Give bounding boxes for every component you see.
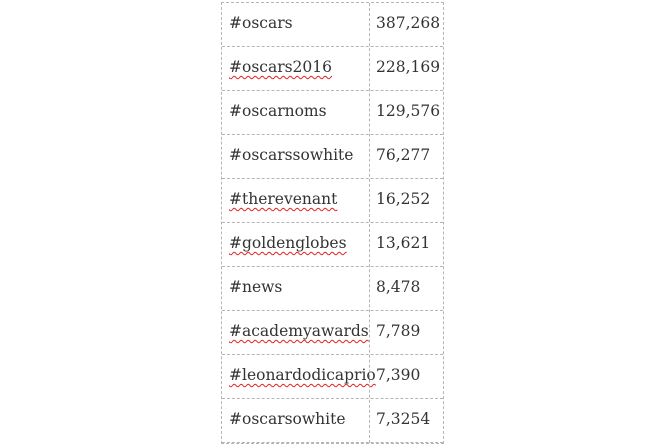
table-row [222, 267, 443, 311]
hashtag-cell[interactable]: #therevenant [229, 190, 338, 208]
table-row [222, 91, 443, 135]
count-cell[interactable]: 16,252 [376, 190, 431, 208]
count-cell[interactable]: 129,576 [376, 102, 441, 120]
hashtag-cell[interactable]: #oscars2016 [229, 58, 333, 76]
table-row [222, 3, 443, 47]
table-row [222, 399, 443, 443]
count-cell[interactable]: 8,478 [376, 278, 421, 296]
hashtag-cell[interactable]: #oscarssowhite [229, 146, 354, 164]
table-row [222, 311, 443, 355]
count-cell[interactable]: 228,169 [376, 58, 441, 76]
table-row [222, 179, 443, 223]
hashtag-cell[interactable]: #news [229, 278, 283, 296]
count-cell[interactable]: 13,621 [376, 234, 431, 252]
count-cell[interactable]: 76,277 [376, 146, 431, 164]
hashtag-cell[interactable]: #oscarnoms [229, 102, 327, 120]
table-row [222, 47, 443, 91]
count-cell[interactable]: 7,789 [376, 322, 421, 340]
table-row [222, 223, 443, 267]
count-cell[interactable]: 387,268 [376, 14, 441, 32]
hashtag-cell[interactable]: #oscars [229, 14, 293, 32]
hashtag-table [221, 2, 444, 444]
count-cell[interactable]: 7,3254 [376, 410, 431, 428]
column-divider [369, 3, 370, 443]
hashtag-cell[interactable]: #leonardodicaprio [229, 366, 376, 384]
count-cell[interactable]: 7,390 [376, 366, 421, 384]
hashtag-cell[interactable]: #academyawards [229, 322, 369, 340]
table-row [222, 135, 443, 179]
table-row [222, 355, 443, 399]
hashtag-cell[interactable]: #goldenglobes [229, 234, 347, 252]
hashtag-cell[interactable]: #oscarsowhite [229, 410, 346, 428]
